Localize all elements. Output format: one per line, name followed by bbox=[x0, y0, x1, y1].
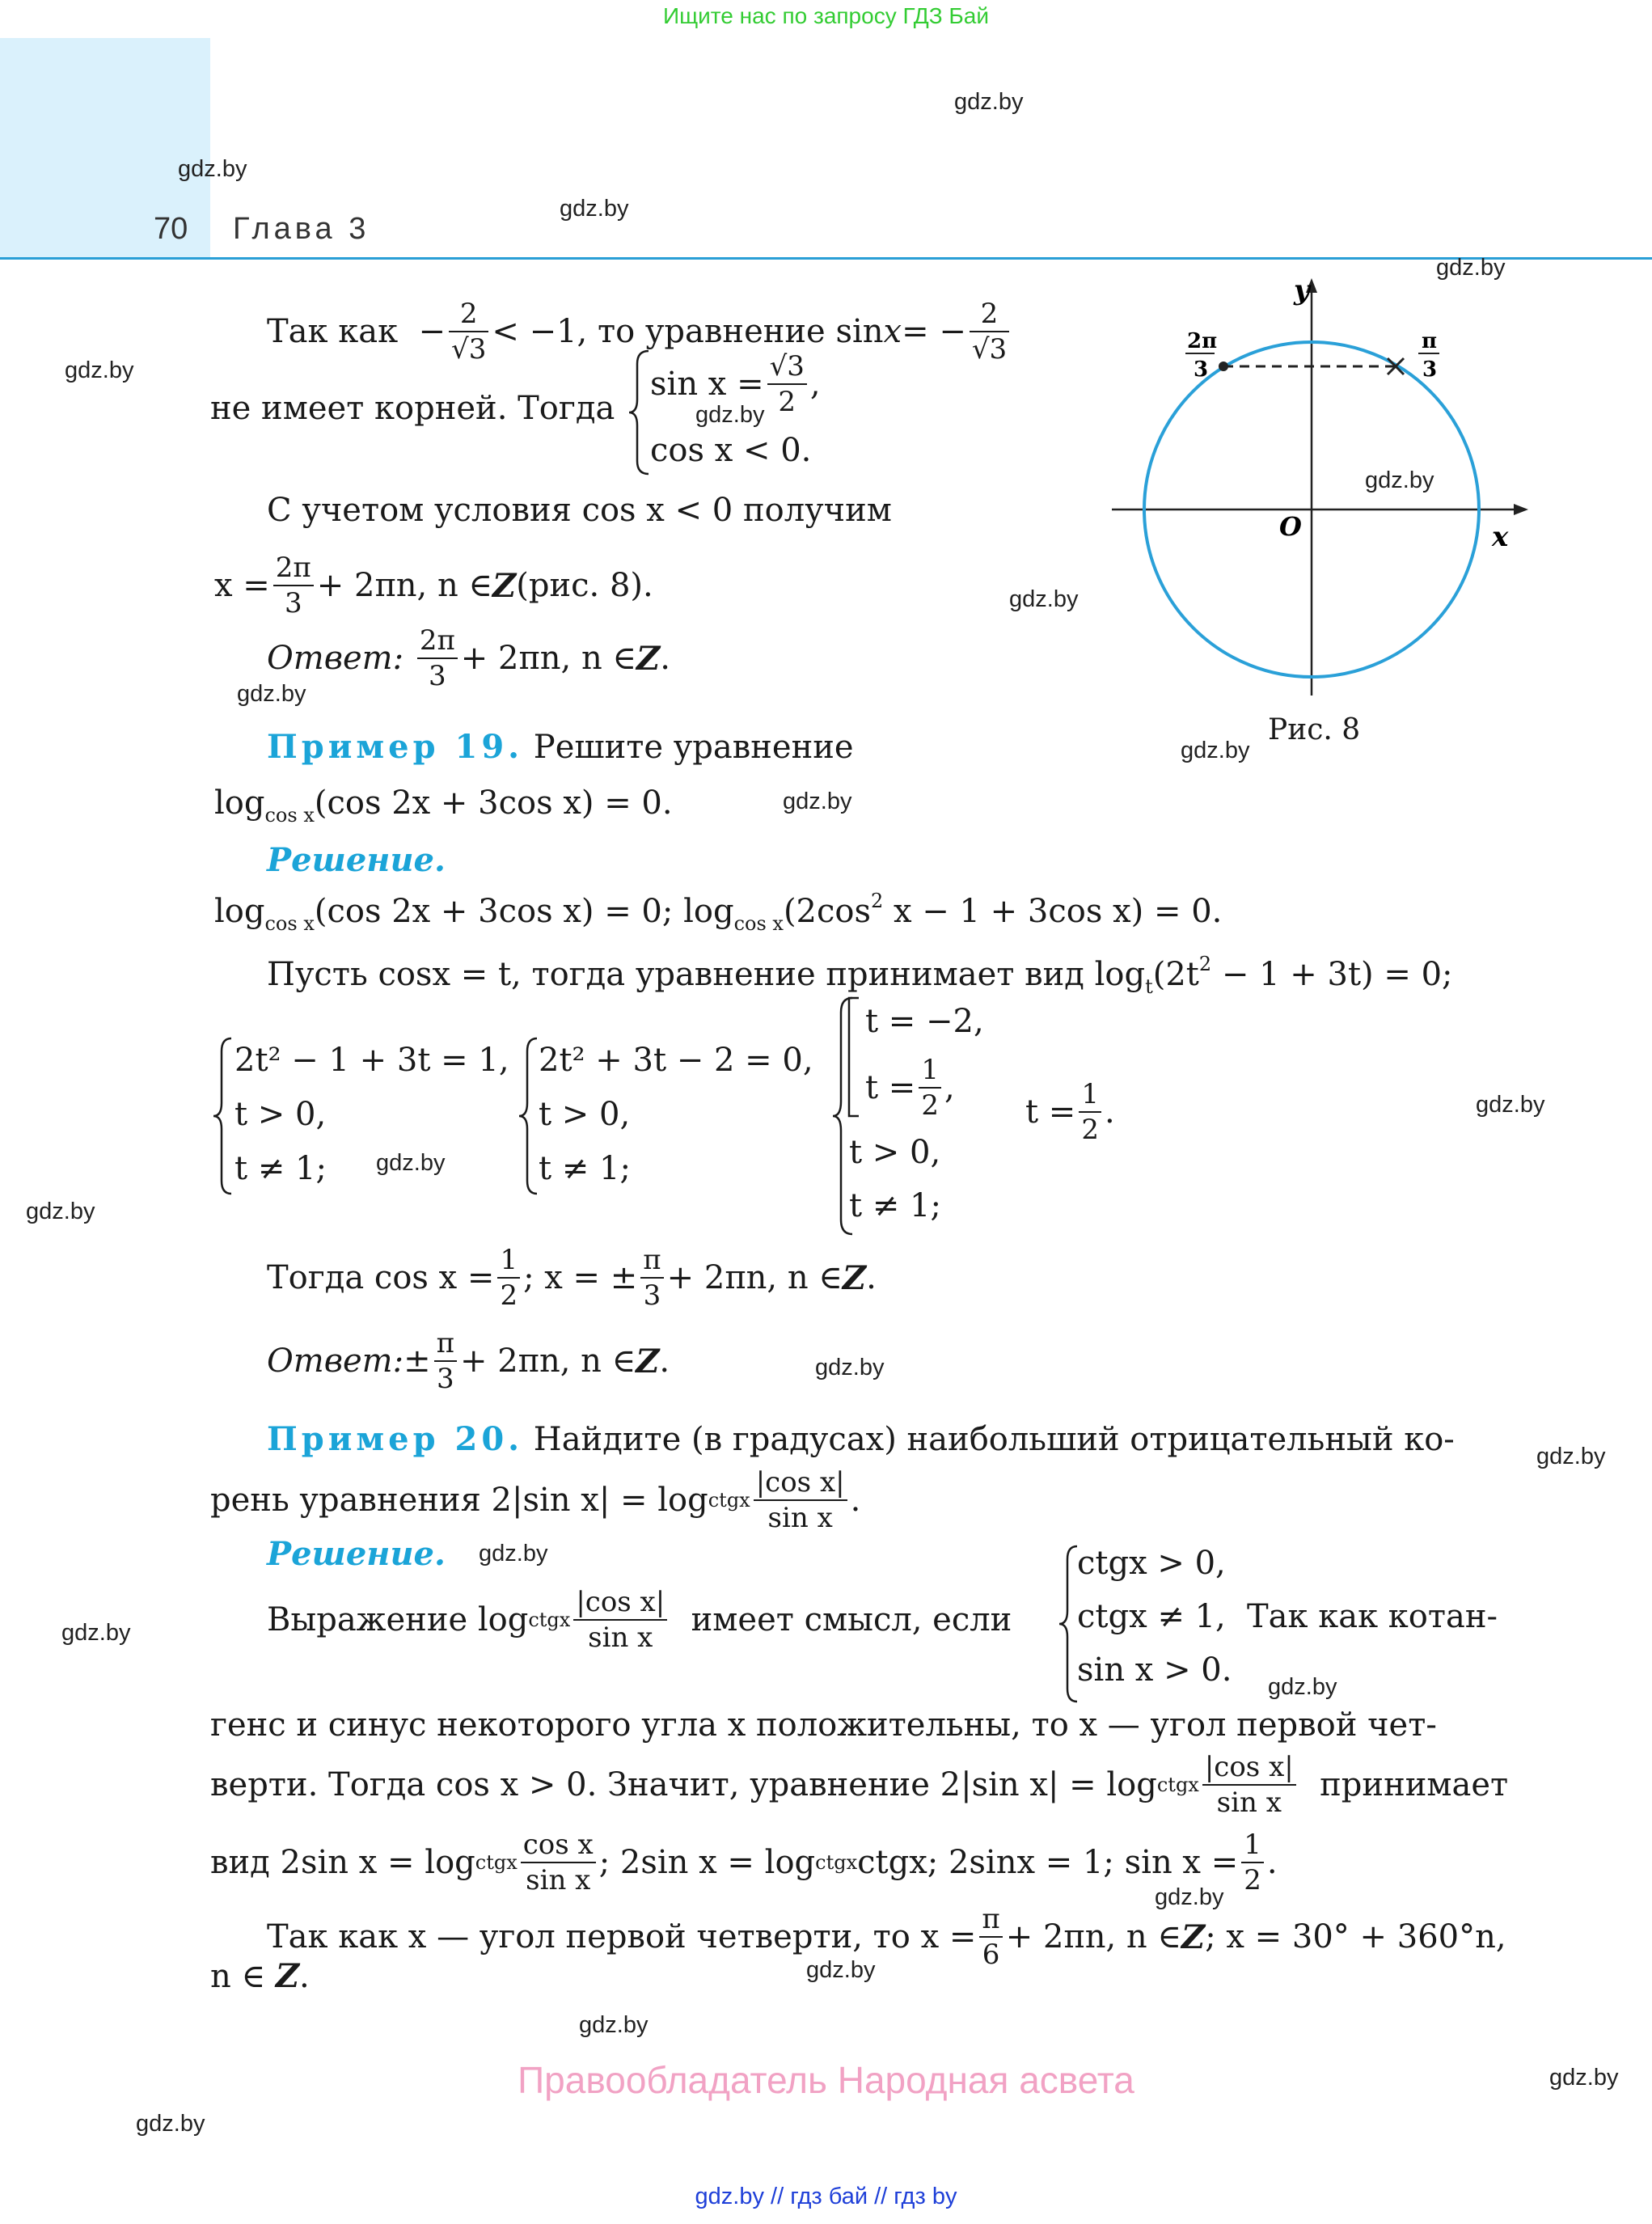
watermark: gdz.by bbox=[1476, 1092, 1545, 1118]
brace bbox=[518, 1035, 540, 1197]
chapter-title: Глава 3 bbox=[233, 212, 370, 246]
x-axis-arrow bbox=[1514, 504, 1528, 515]
text-line-13: n ∈ Z. bbox=[210, 1957, 310, 1995]
text-line-6: Пусть cosx = t, тогда уравнение принимает вид $\log_t(2t^2 - 1 + 3t) = 0$; bbox=[267, 953, 1453, 998]
text-line-3: С учетом условия cos x < 0 получим bbox=[267, 492, 892, 529]
text-line-4: x = $\frac{2\pi}{3}$ + 2πn, n ∈ Z (рис. 8). bbox=[214, 552, 653, 619]
solution-2-label: Решение. bbox=[267, 1535, 446, 1573]
watermark: gdz.by bbox=[1536, 1444, 1606, 1469]
watermark: gdz.by bbox=[1436, 255, 1506, 281]
watermark: gdz.by bbox=[136, 2111, 205, 2137]
watermark: gdz.by bbox=[1181, 738, 1250, 763]
watermark: gdz.by bbox=[1268, 1674, 1337, 1700]
system-2-row-2: t > 0, bbox=[234, 1096, 327, 1133]
watermark: gdz.by bbox=[376, 1150, 446, 1176]
label-pi-den: 3 bbox=[1422, 357, 1438, 382]
y-axis-label: y bbox=[1294, 275, 1310, 307]
unit-circle-figure bbox=[1100, 275, 1536, 760]
system-4-row-1: t = −2, bbox=[865, 1003, 984, 1040]
origin-label: O bbox=[1279, 511, 1302, 542]
watermark: gdz.by bbox=[65, 357, 134, 383]
text-line-8: Выражение log ctgx $\frac{\text{|cos x|}}{\text{sin x}}$ имеет смысл, если bbox=[267, 1586, 1012, 1654]
x-axis-label: x bbox=[1492, 521, 1509, 553]
text-line-9: генс и синус некоторого угла x положительны, то x — угол первой чет- bbox=[210, 1706, 1437, 1744]
system-5-row-2: ctgx ≠ 1, bbox=[1077, 1598, 1226, 1635]
watermark: gdz.by bbox=[1009, 586, 1079, 612]
brace bbox=[212, 1035, 234, 1197]
system-1-row-2: cos x < 0. bbox=[650, 432, 812, 469]
watermark: gdz.by bbox=[560, 196, 629, 222]
system-4-row-4: t ≠ 1; bbox=[849, 1187, 941, 1224]
system-2-row-1: 2t² − 1 + 3t = 1, bbox=[234, 1042, 509, 1079]
watermark: gdz.by bbox=[1365, 467, 1434, 493]
example-19-equation: $\log_{cos x}(\cos$ 2x + 3cos x) = 0. bbox=[214, 784, 673, 827]
system-3-row-1: 2t² + 3t − 2 = 0, bbox=[539, 1042, 813, 1079]
system-4-row-3: t > 0, bbox=[849, 1134, 941, 1171]
answer-2: Ответ: ± $\frac{\pi}{3}$ + 2πn, n ∈ Z . bbox=[267, 1327, 670, 1395]
system-1-row-1: sin x = $\frac{√3}{2}$ , bbox=[650, 350, 821, 418]
solution-label: Решение. bbox=[267, 841, 446, 879]
figure-caption: Рис. 8 bbox=[1268, 713, 1361, 746]
text-line-8-tail: Так как котан- bbox=[1247, 1598, 1498, 1635]
watermark: gdz.by bbox=[26, 1199, 95, 1224]
text-line-5: $\log_{cos x}(\cos$ 2x + 3cos x) = 0; $\log_{cos x}(2\cos^2$ x − 1 + 3cos x) = 0. bbox=[214, 890, 1223, 935]
text-line-12: Так как x — угол первой четверти, то x = $\frac{\pi}{6}$ + 2πn, n ∈ Z ; x = 30° + 360°n, bbox=[267, 1903, 1506, 1971]
rights-notice: Правообладатель Народная асвета bbox=[518, 2059, 1134, 2101]
label-2pi-num: 2π bbox=[1187, 329, 1218, 353]
watermark: gdz.by bbox=[815, 1355, 885, 1380]
text-line-7: Тогда cos x = $\frac{1}{2}$ ; x = ± $\frac{\pi}{3}$ + 2πn, n ∈ Z . bbox=[267, 1244, 877, 1312]
system-4-row-2: t = $\frac{1}{2}$ , bbox=[865, 1054, 955, 1122]
point-2pi-3 bbox=[1219, 362, 1228, 371]
watermark: gdz.by bbox=[954, 89, 1024, 115]
watermark: gdz.by bbox=[783, 789, 852, 814]
text-line-10: верти. Тогда cos x > 0. Значит, уравнение 2|sin x| = log ctgx $\frac{\text{|cos x|}}{\text{sin x}}$ принимает bbox=[210, 1751, 1509, 1819]
footer-links[interactable]: gdz.by // гдз бай // гдз by bbox=[695, 2184, 957, 2209]
watermark: gdz.by bbox=[695, 402, 765, 428]
system-2-row-3: t ≠ 1; bbox=[234, 1150, 327, 1187]
watermark: gdz.by bbox=[178, 156, 247, 182]
watermark: gdz.by bbox=[237, 681, 306, 707]
answer-1: Ответ: $\frac{2\pi}{3}$ + 2πn, n ∈ Z . bbox=[267, 624, 670, 692]
brace bbox=[627, 348, 652, 477]
system-3-row-2: t > 0, bbox=[539, 1096, 631, 1133]
system-3-row-3: t ≠ 1; bbox=[539, 1150, 631, 1187]
header-rule bbox=[0, 257, 1652, 260]
example-20-heading: Пример 20. Найдите (в градусах) наибольший отрицательный ко- bbox=[267, 1420, 1455, 1458]
text-line-1: Так как − $\frac{2}{√3}$ < −1, то уравнение sin x = − $\frac{2}{√3}$ bbox=[267, 291, 1012, 372]
bracket bbox=[846, 996, 862, 1118]
watermark: gdz.by bbox=[1155, 1884, 1224, 1910]
example-20-line-2: рень уравнения 2|sin x| = log ctgx $\frac{\text{|cos x|}}{\text{sin x}}$ . bbox=[210, 1466, 861, 1534]
watermark: gdz.by bbox=[61, 1620, 131, 1646]
result-t: t = $\frac{1}{2}$ . bbox=[1025, 1078, 1115, 1146]
text-line-11: вид 2sin x = log ctgx $\frac{\text{cos x}}{\text{sin x}}$ ; 2sin x = log ctgx ctgx; 2sinx = 1; sin x = $\frac{1}{2}$ . bbox=[210, 1829, 1278, 1896]
page-number: 70 bbox=[154, 212, 188, 246]
label-pi-num: π bbox=[1422, 329, 1438, 353]
example-19-heading: Пример 19. Решите уравнение bbox=[267, 728, 854, 766]
watermark: gdz.by bbox=[1549, 2065, 1619, 2091]
system-5-row-1: ctgx > 0, bbox=[1077, 1545, 1226, 1582]
system-5-row-3: sin x > 0. bbox=[1077, 1651, 1232, 1689]
watermark: gdz.by bbox=[479, 1541, 548, 1567]
watermark: gdz.by bbox=[579, 2012, 649, 2038]
top-banner: Ищите нас по запросу ГДЗ Бай bbox=[662, 3, 990, 28]
label-2pi-den: 3 bbox=[1194, 357, 1209, 382]
watermark: gdz.by bbox=[806, 1957, 876, 1983]
text-line-2: не имеет корней. Тогда bbox=[210, 390, 615, 427]
